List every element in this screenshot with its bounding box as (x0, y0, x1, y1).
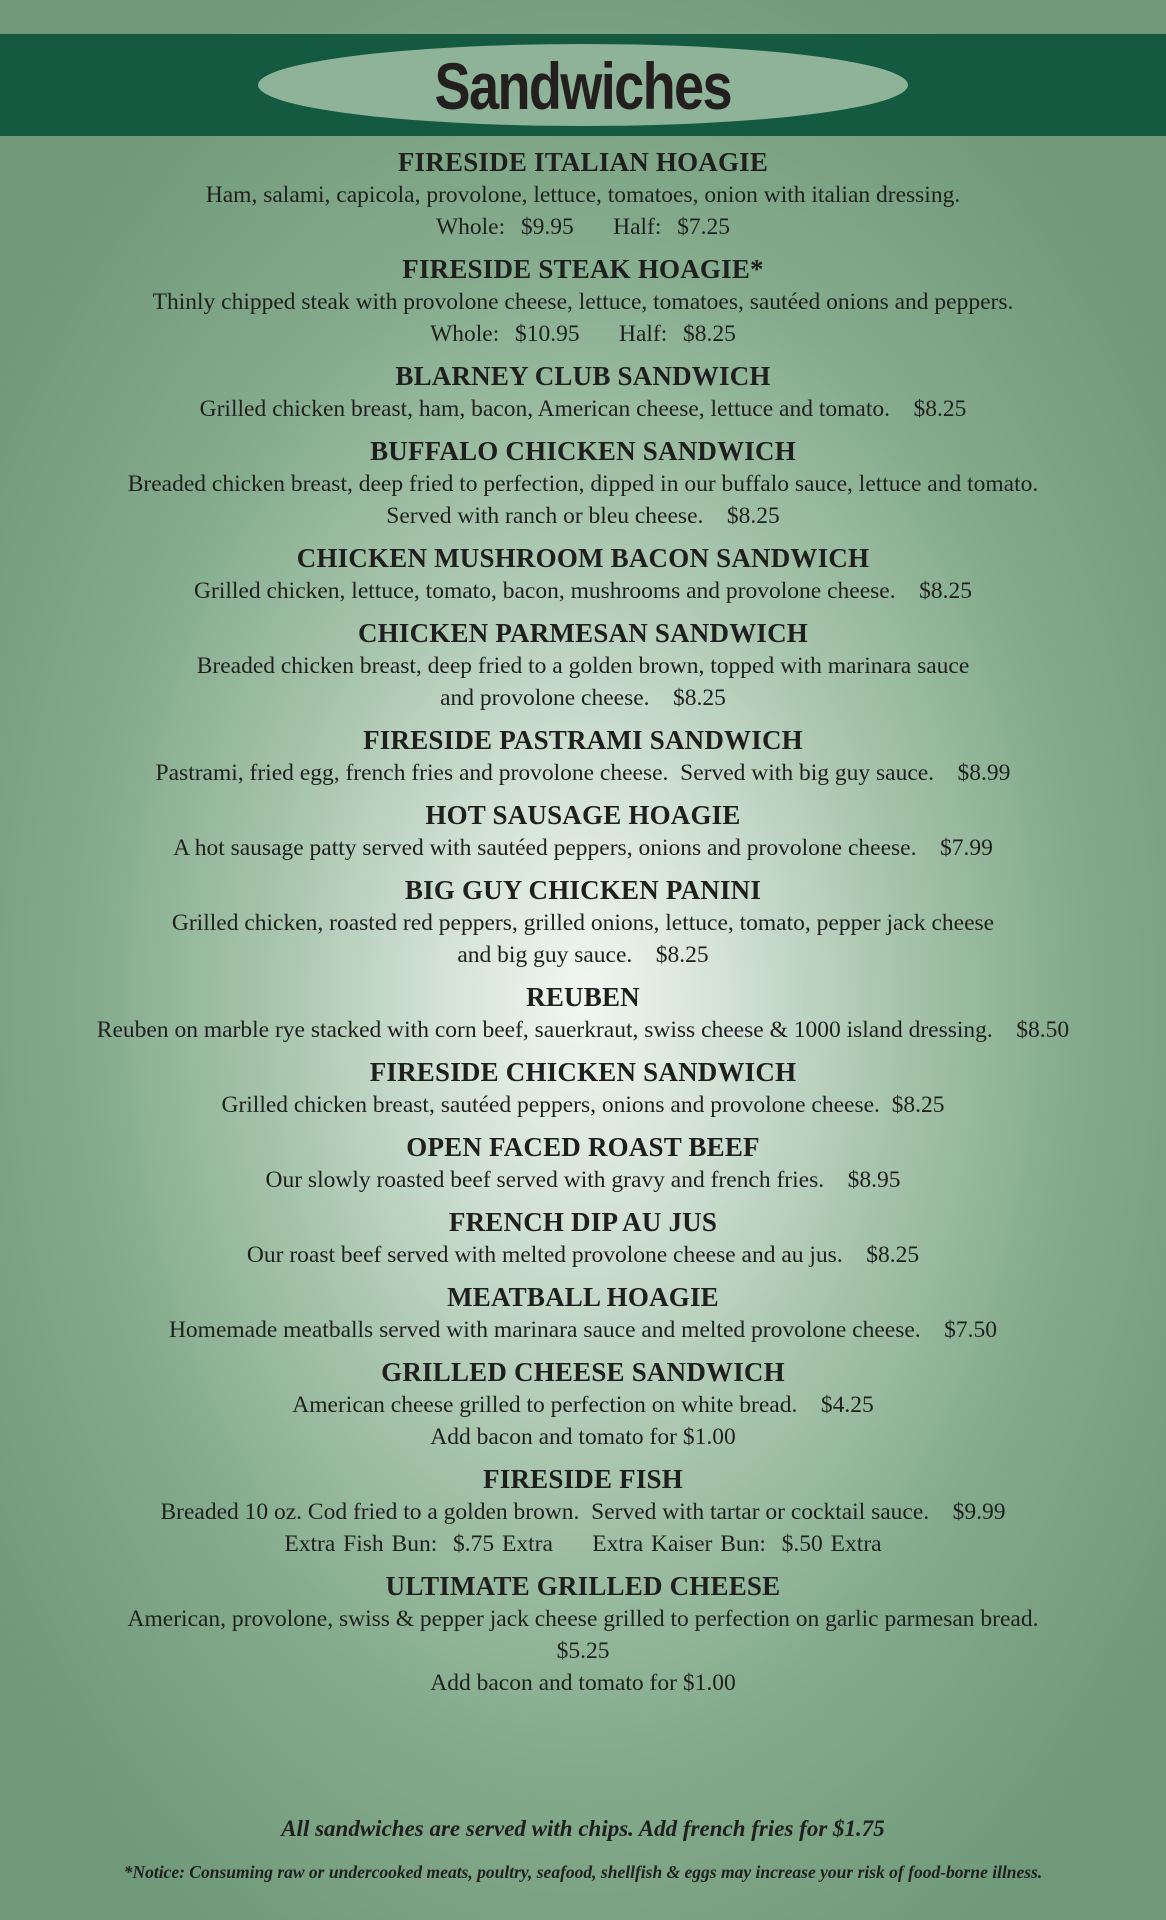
menu-item (0, 799, 1166, 864)
menu-item-description: Served with ranch or bleu cheese. $8.25 (386, 503, 780, 529)
menu-item-description: American, provolone, swiss & pepper jack cheese grilled to perfection on garlic parmesan bread. (127, 1606, 1039, 1632)
menu-item-name: MEATBALL HOAGIE (447, 1282, 719, 1312)
menu-item-description: and big guy sauce. $8.25 (457, 942, 709, 968)
menu-item (0, 1570, 1166, 1699)
menu-item-name: FIRESIDE ITALIAN HOAGIE (397, 147, 769, 177)
menu-item-description: Pastrami, fried egg, french fries and provolone cheese. Served with big guy sauce. $8.99 (155, 760, 1011, 786)
menu-item-name: BUFFALO CHICKEN SANDWICH (370, 436, 796, 466)
menu-item-description: Homemade meatballs served with marinara sauce and melted provolone cheese. $7.50 (168, 1317, 998, 1343)
menu-item (0, 253, 1166, 350)
menu-item-description: Grilled chicken breast, ham, bacon, American cheese, lettuce and tomato. $8.25 (199, 396, 967, 422)
menu-item-name: BLARNEY CLUB SANDWICH (395, 361, 771, 391)
menu-item-name: OPEN FACED ROAST BEEF (406, 1132, 760, 1162)
menu-item (0, 981, 1166, 1046)
menu-item (0, 435, 1166, 532)
menu-item (0, 360, 1166, 425)
menu-item-name: REUBEN (526, 982, 640, 1012)
menu-item-description: Reuben on marble rye stacked with corn beef, sauerkraut, swiss cheese & 1000 island dressing. $8.50 (96, 1017, 1070, 1043)
menu-item-description: Ham, salami, capicola, provolone, lettuce, tomatoes, onion with italian dressing. (205, 182, 961, 208)
menu-item (0, 1356, 1166, 1453)
menu-item-description: American cheese grilled to perfection on white bread. $4.25 (292, 1392, 874, 1418)
food-safety-notice: *Notice: Consuming raw or undercooked meats, poultry, seafood, shellfish & eggs may increase your risk of food-borne illness. (123, 1862, 1043, 1882)
menu-item-description: A hot sausage patty served with sautéed peppers, onions and provolone cheese. $7.99 (173, 835, 993, 861)
menu-item (0, 146, 1166, 243)
menu-item (0, 724, 1166, 789)
menu-item-name: FRENCH DIP AU JUS (448, 1207, 718, 1237)
menu-item-description: Breaded chicken breast, deep fried to perfection, dipped in our buffalo sauce, lettuce and tomato. (127, 471, 1039, 497)
menu-item-name: BIG GUY CHICKEN PANINI (404, 875, 762, 905)
menu-item-price: Whole: $9.95 Half: $7.25 (435, 214, 731, 240)
menu-item-name: CHICKEN MUSHROOM BACON SANDWICH (296, 543, 870, 573)
menu-item-description: Breaded chicken breast, deep fried to a golden brown, topped with marinara sauce (196, 653, 970, 679)
menu-item-addon: Add bacon and tomato for $1.00 (430, 1670, 736, 1696)
menu-item-description: Grilled chicken, lettuce, tomato, bacon, mushrooms and provolone cheese. $8.25 (194, 578, 972, 604)
menu-item-name: HOT SAUSAGE HOAGIE (425, 800, 741, 830)
menu-item-description: Grilled chicken breast, sautéed peppers, onions and provolone cheese. $8.25 (221, 1092, 945, 1118)
menu-item-addon: Add bacon and tomato for $1.00 (430, 1424, 736, 1450)
page-title: Sandwiches (434, 49, 732, 123)
menu-item (0, 1131, 1166, 1196)
menu-item (0, 542, 1166, 607)
menu-item (0, 1281, 1166, 1346)
title-oval (258, 44, 908, 126)
menu-item-description: Our slowly roasted beef served with gravy and french fries. $8.95 (265, 1167, 901, 1193)
menu-item-description: Our roast beef served with melted provolone cheese and au jus. $8.25 (246, 1242, 920, 1268)
chips-note: All sandwiches are served with chips. Add french fries for $1.75 (281, 1816, 885, 1841)
menu-item-description: Breaded 10 oz. Cod fried to a golden brown. Served with tartar or cocktail sauce. $9.99 (160, 1499, 1006, 1525)
menu-item (0, 874, 1166, 971)
menu-item-addon: Extra Fish Bun: $.75 Extra Extra Kaiser Bun: $.50 Extra (284, 1531, 882, 1557)
menu-item-name: ULTIMATE GRILLED CHEESE (385, 1571, 781, 1601)
menu-item (0, 1463, 1166, 1560)
menu-item-name: GRILLED CHEESE SANDWICH (381, 1357, 785, 1387)
menu-item-name: FIRESIDE STEAK HOAGIE* (402, 254, 764, 284)
menu-item-price: $5.25 (556, 1638, 610, 1664)
menu-item-name: CHICKEN PARMESAN SANDWICH (357, 618, 809, 648)
menu-item-description: Grilled chicken, roasted red peppers, grilled onions, lettuce, tomato, pepper jack cheese (171, 910, 995, 936)
menu-item (0, 1056, 1166, 1121)
menu-item-description: and provolone cheese. $8.25 (440, 685, 726, 711)
menu-item-name: FIRESIDE PASTRAMI SANDWICH (363, 725, 803, 755)
menu-item-price: Whole: $10.95 Half: $8.25 (430, 321, 736, 347)
menu-item-name: FIRESIDE CHICKEN SANDWICH (369, 1057, 797, 1087)
menu-item (0, 1206, 1166, 1271)
menu-list (0, 146, 1166, 1709)
menu-item (0, 617, 1166, 714)
menu-item-name: FIRESIDE FISH (483, 1464, 683, 1494)
menu-item-description: Thinly chipped steak with provolone cheese, lettuce, tomatoes, sautéed onions and peppers. (152, 289, 1014, 315)
